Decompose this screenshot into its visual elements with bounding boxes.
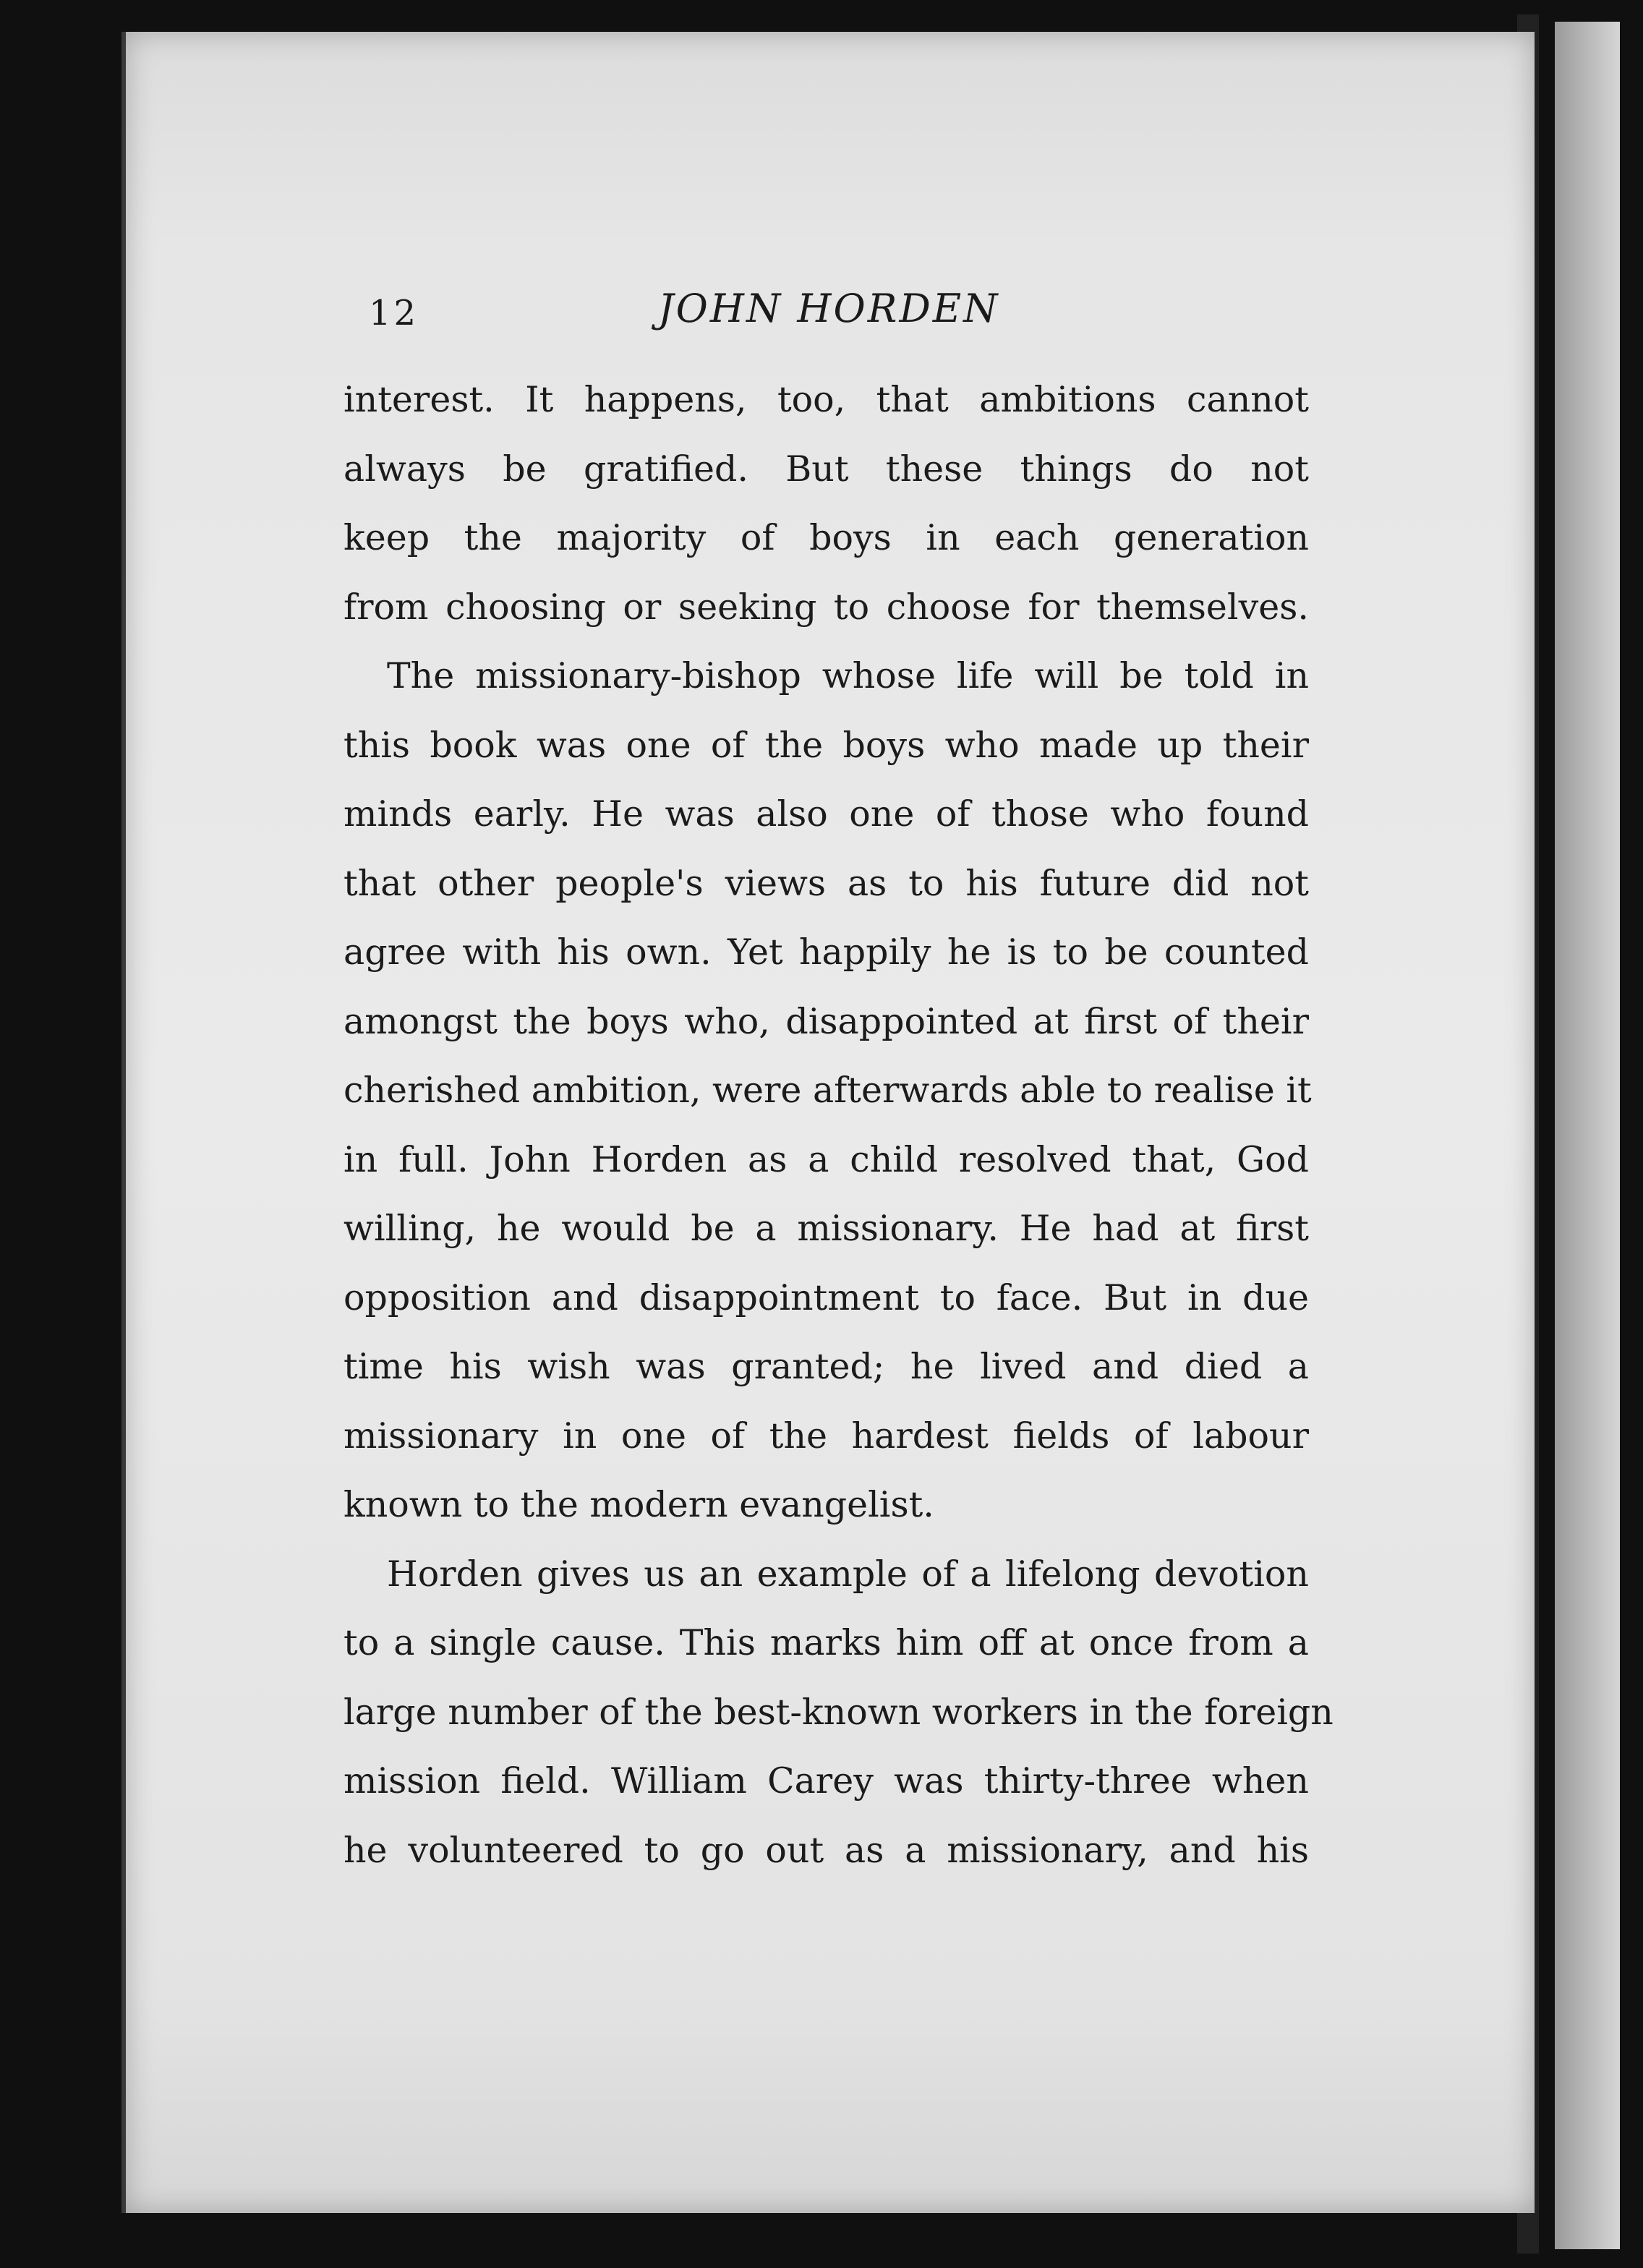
- paragraph-1: [343, 365, 1309, 641]
- text-line: mission field. William Carey was thirty-three when: [343, 1760, 1309, 1802]
- text-line: to a single cause. This marks him off at once from a: [343, 1622, 1309, 1663]
- text-line: that other people's views as to his future did not: [343, 862, 1309, 904]
- running-title: JOHN HORDEN: [658, 286, 1000, 331]
- running-head: [369, 286, 1331, 344]
- facing-page-edge: [1555, 22, 1620, 2249]
- text-line: known to the modern evangelist.: [343, 1484, 934, 1525]
- text-line: agree with his own. Yet happily he is to be counted: [343, 932, 1309, 973]
- text-line: time his wish was granted; he lived and died a: [343, 1346, 1309, 1387]
- text-line: missionary in one of the hardest fields of labour: [343, 1415, 1309, 1457]
- text-line: cherished ambition, were afterwards able to realise it: [343, 1070, 1312, 1111]
- text-line: in full. John Horden as a child resolved that, God: [343, 1138, 1309, 1180]
- text-line: willing, he would be a missionary. He had at first: [343, 1208, 1309, 1249]
- page-number: 12: [369, 293, 419, 333]
- paragraph-3: [343, 1540, 1333, 1885]
- text-line: he volunteered to go out as a missionary, and his: [343, 1829, 1309, 1871]
- text-line: amongst the boys who, disappointed at first of their: [343, 1000, 1309, 1042]
- text-line: from choosing or seeking to choose for themselves.: [343, 586, 1309, 628]
- body-text: [343, 365, 1333, 1885]
- text-line: interest. It happens, too, that ambitions cannot: [343, 379, 1309, 420]
- text-line: Horden gives us an example of a lifelong devotion: [387, 1553, 1309, 1595]
- text-line: always be gratified. But these things do not: [343, 448, 1309, 490]
- text-line: opposition and disappointment to face. But in due: [343, 1276, 1309, 1318]
- text-line: minds early. He was also one of those who found: [343, 793, 1309, 835]
- text-line: large number of the best-known workers in the foreign: [343, 1691, 1333, 1733]
- paragraph-2: [343, 641, 1312, 1540]
- text-line: The missionary-bishop whose life will be told in: [387, 655, 1309, 696]
- text-line: this book was one of the boys who made up their: [343, 724, 1309, 766]
- text-line: keep the majority of boys in each generation: [343, 517, 1309, 558]
